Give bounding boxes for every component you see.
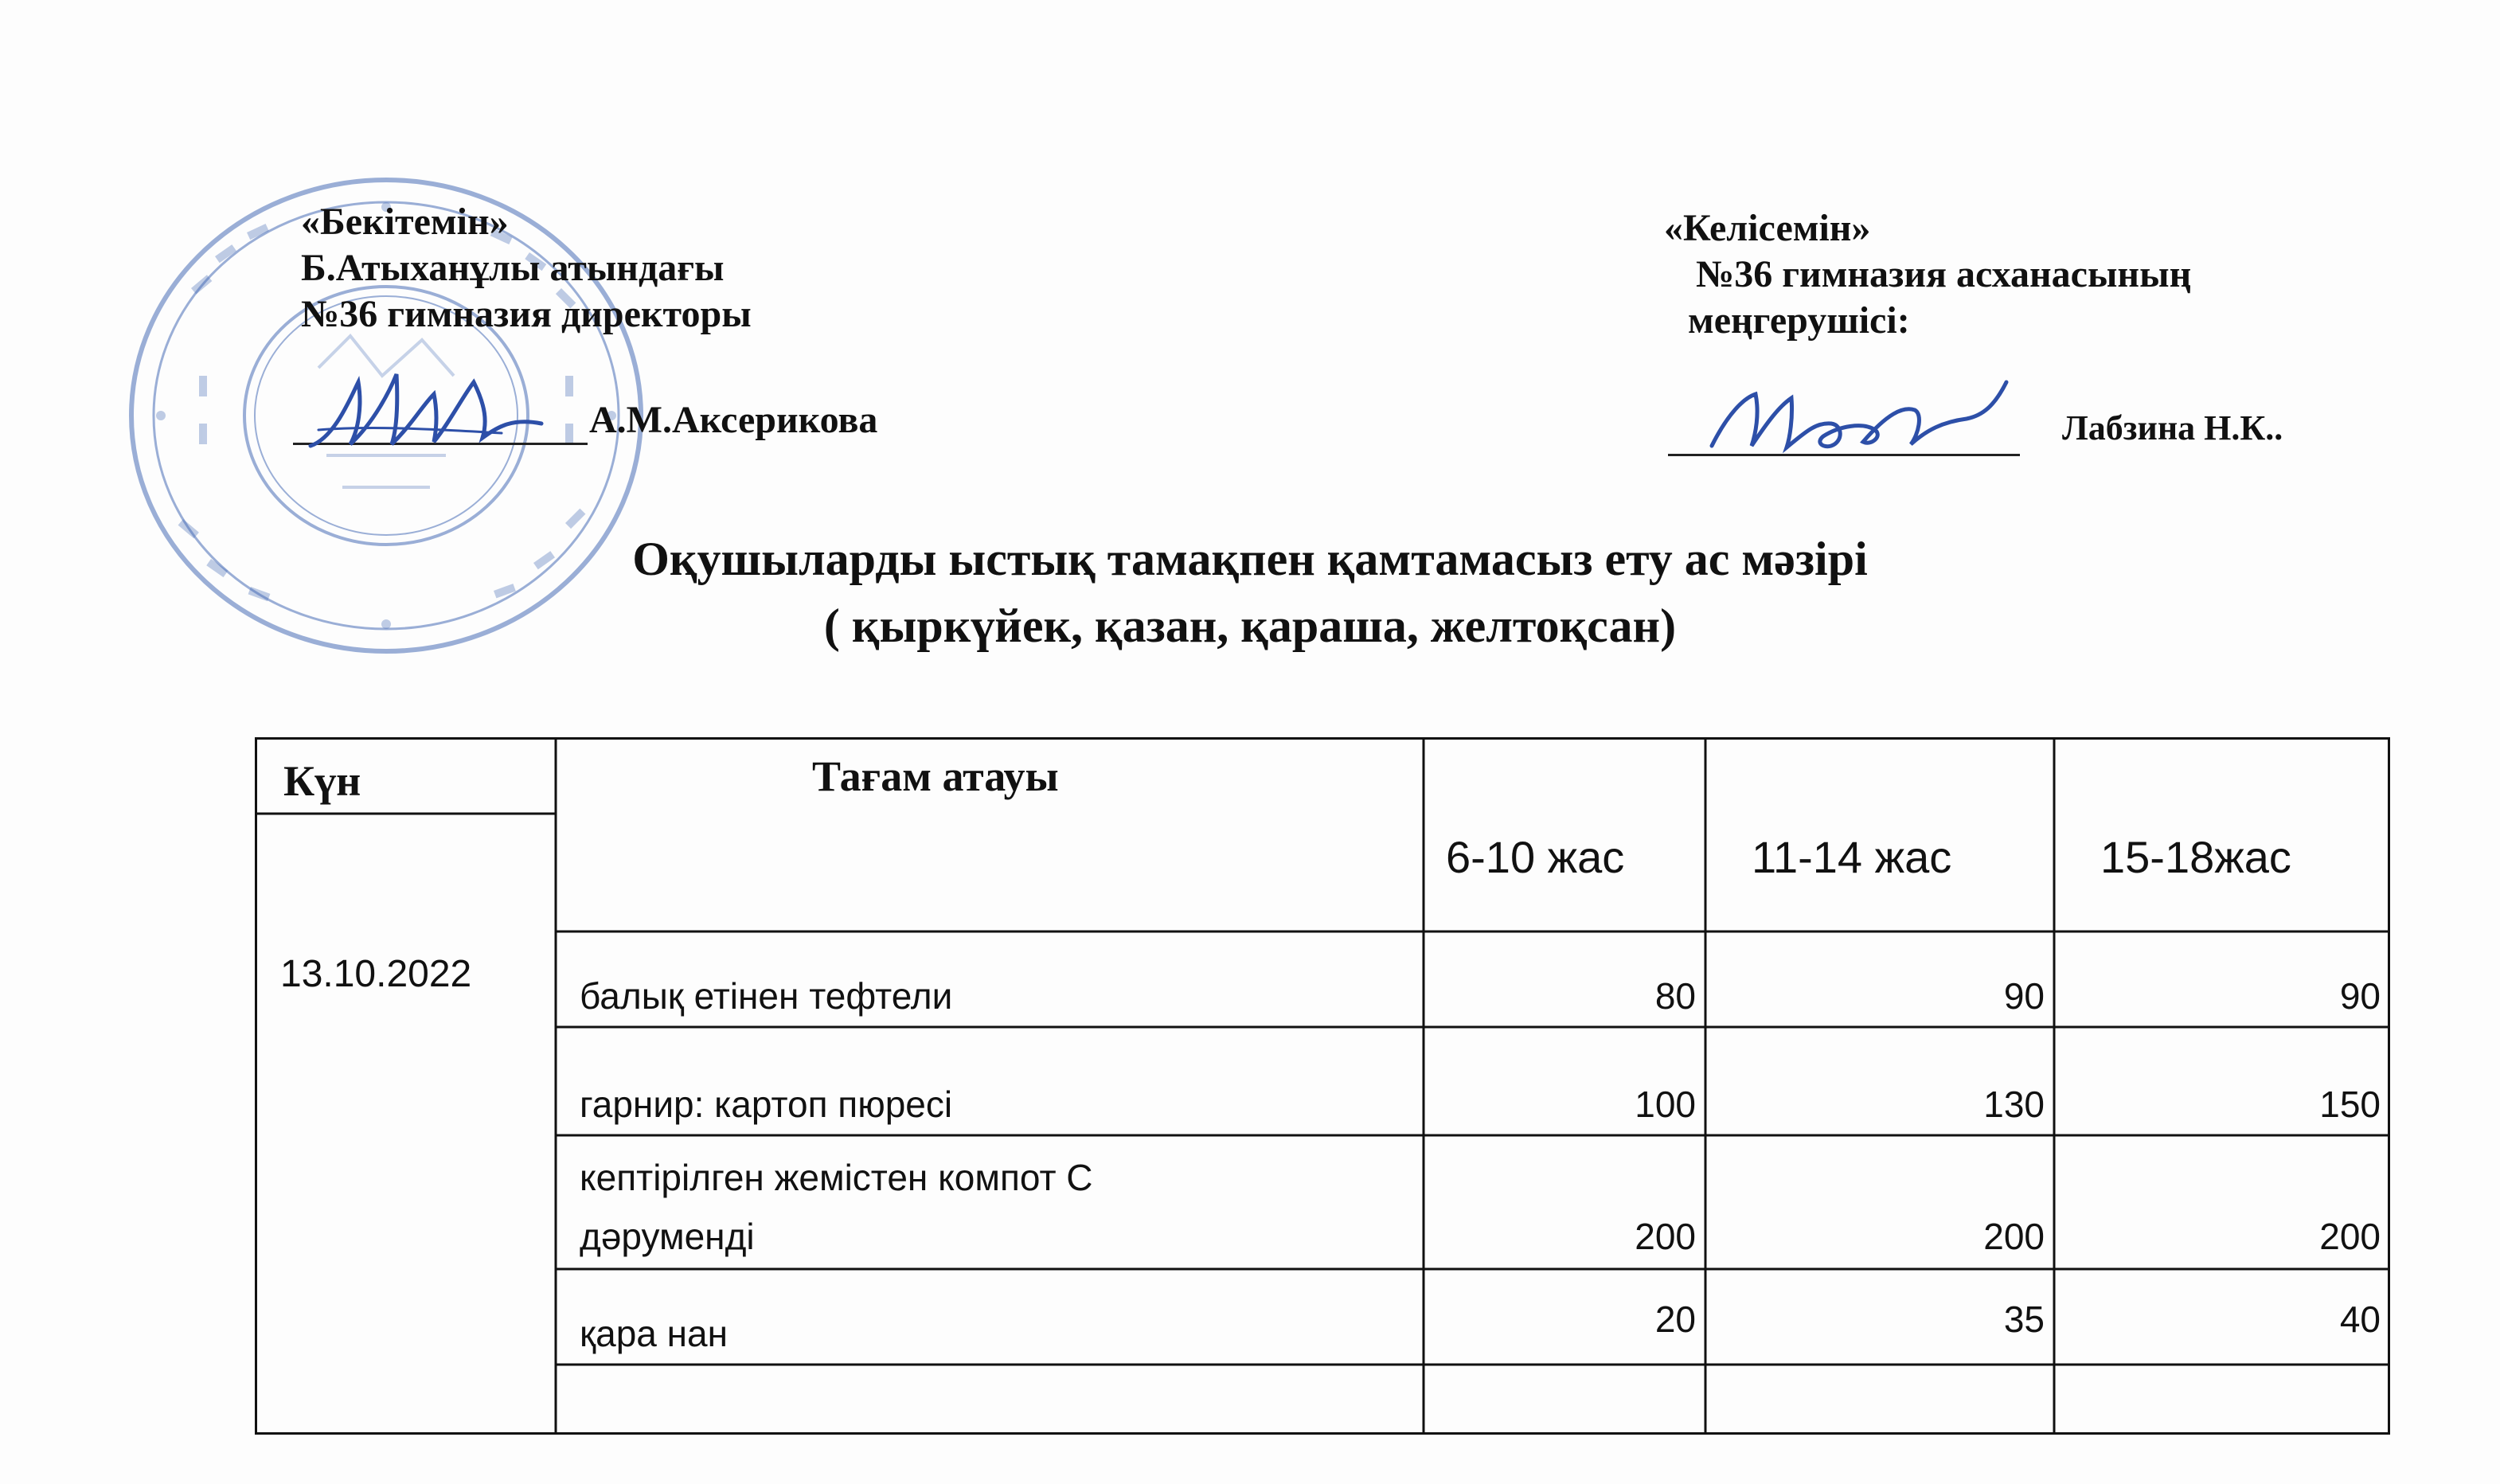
agreement-title: «Келісемін»	[1664, 207, 1871, 249]
agreement-block	[1664, 205, 2191, 344]
director-name: А.М.Аксерикова	[589, 399, 878, 441]
portion-15-18: 90	[2339, 975, 2381, 1017]
menu-date: 13.10.2022	[280, 953, 472, 995]
portion-15-18: 40	[2339, 1298, 2381, 1340]
approval-block	[301, 199, 752, 338]
portion-6-10: 80	[1654, 975, 1696, 1017]
header-age-6-10: 6-10 жас	[1446, 832, 1625, 882]
portion-11-14: 35	[2003, 1298, 2045, 1340]
canteen-manager-name: Лабзина Н.К..	[2062, 408, 2283, 447]
approval-title: «Бекітемін»	[301, 201, 509, 243]
canteen-manager-signature-icon	[1704, 366, 2014, 470]
header-day: Күн	[283, 757, 361, 805]
portion-11-14: 130	[1983, 1084, 2045, 1125]
menu-table	[255, 737, 2390, 1435]
document-subtitle: ( қыркүйек, қазан, қараша, желтоқсан)	[823, 599, 1677, 652]
dish-name-line1: кептірілген жемістен компот С	[580, 1157, 1093, 1198]
portion-11-14: 90	[2003, 975, 2045, 1017]
portion-15-18: 200	[2319, 1216, 2381, 1257]
agreement-canteen: №36 гимназия асханасының	[1696, 253, 2192, 295]
agreement-position: меңгерушісі:	[1688, 299, 1910, 342]
dish-name: балық етінен тефтели	[580, 975, 953, 1017]
dish-name-line2: дәруменді	[580, 1216, 755, 1257]
header-age-11-14: 11-14 жас	[1752, 832, 1952, 882]
portion-6-10: 200	[1635, 1216, 1696, 1257]
dish-name: қара нан	[580, 1313, 729, 1354]
portion-11-14: 200	[1983, 1216, 2045, 1257]
portion-15-18: 150	[2319, 1084, 2381, 1125]
document-title: Оқушыларды ыстық тамақпен қамтамасыз ету ас мәзірі	[632, 533, 1868, 585]
header-age-15-18: 15-18жас	[2100, 832, 2291, 882]
director-signature-icon	[303, 350, 565, 462]
portion-6-10: 20	[1654, 1298, 1696, 1340]
portion-6-10: 100	[1635, 1084, 1696, 1125]
approval-school: Б.Атыханұлы атындағы	[301, 247, 725, 289]
dish-name: гарнир: картоп пюресі	[580, 1084, 953, 1125]
approval-position: №36 гимназия директоры	[301, 293, 752, 335]
header-dish-name: Тағам атауы	[812, 752, 1059, 800]
